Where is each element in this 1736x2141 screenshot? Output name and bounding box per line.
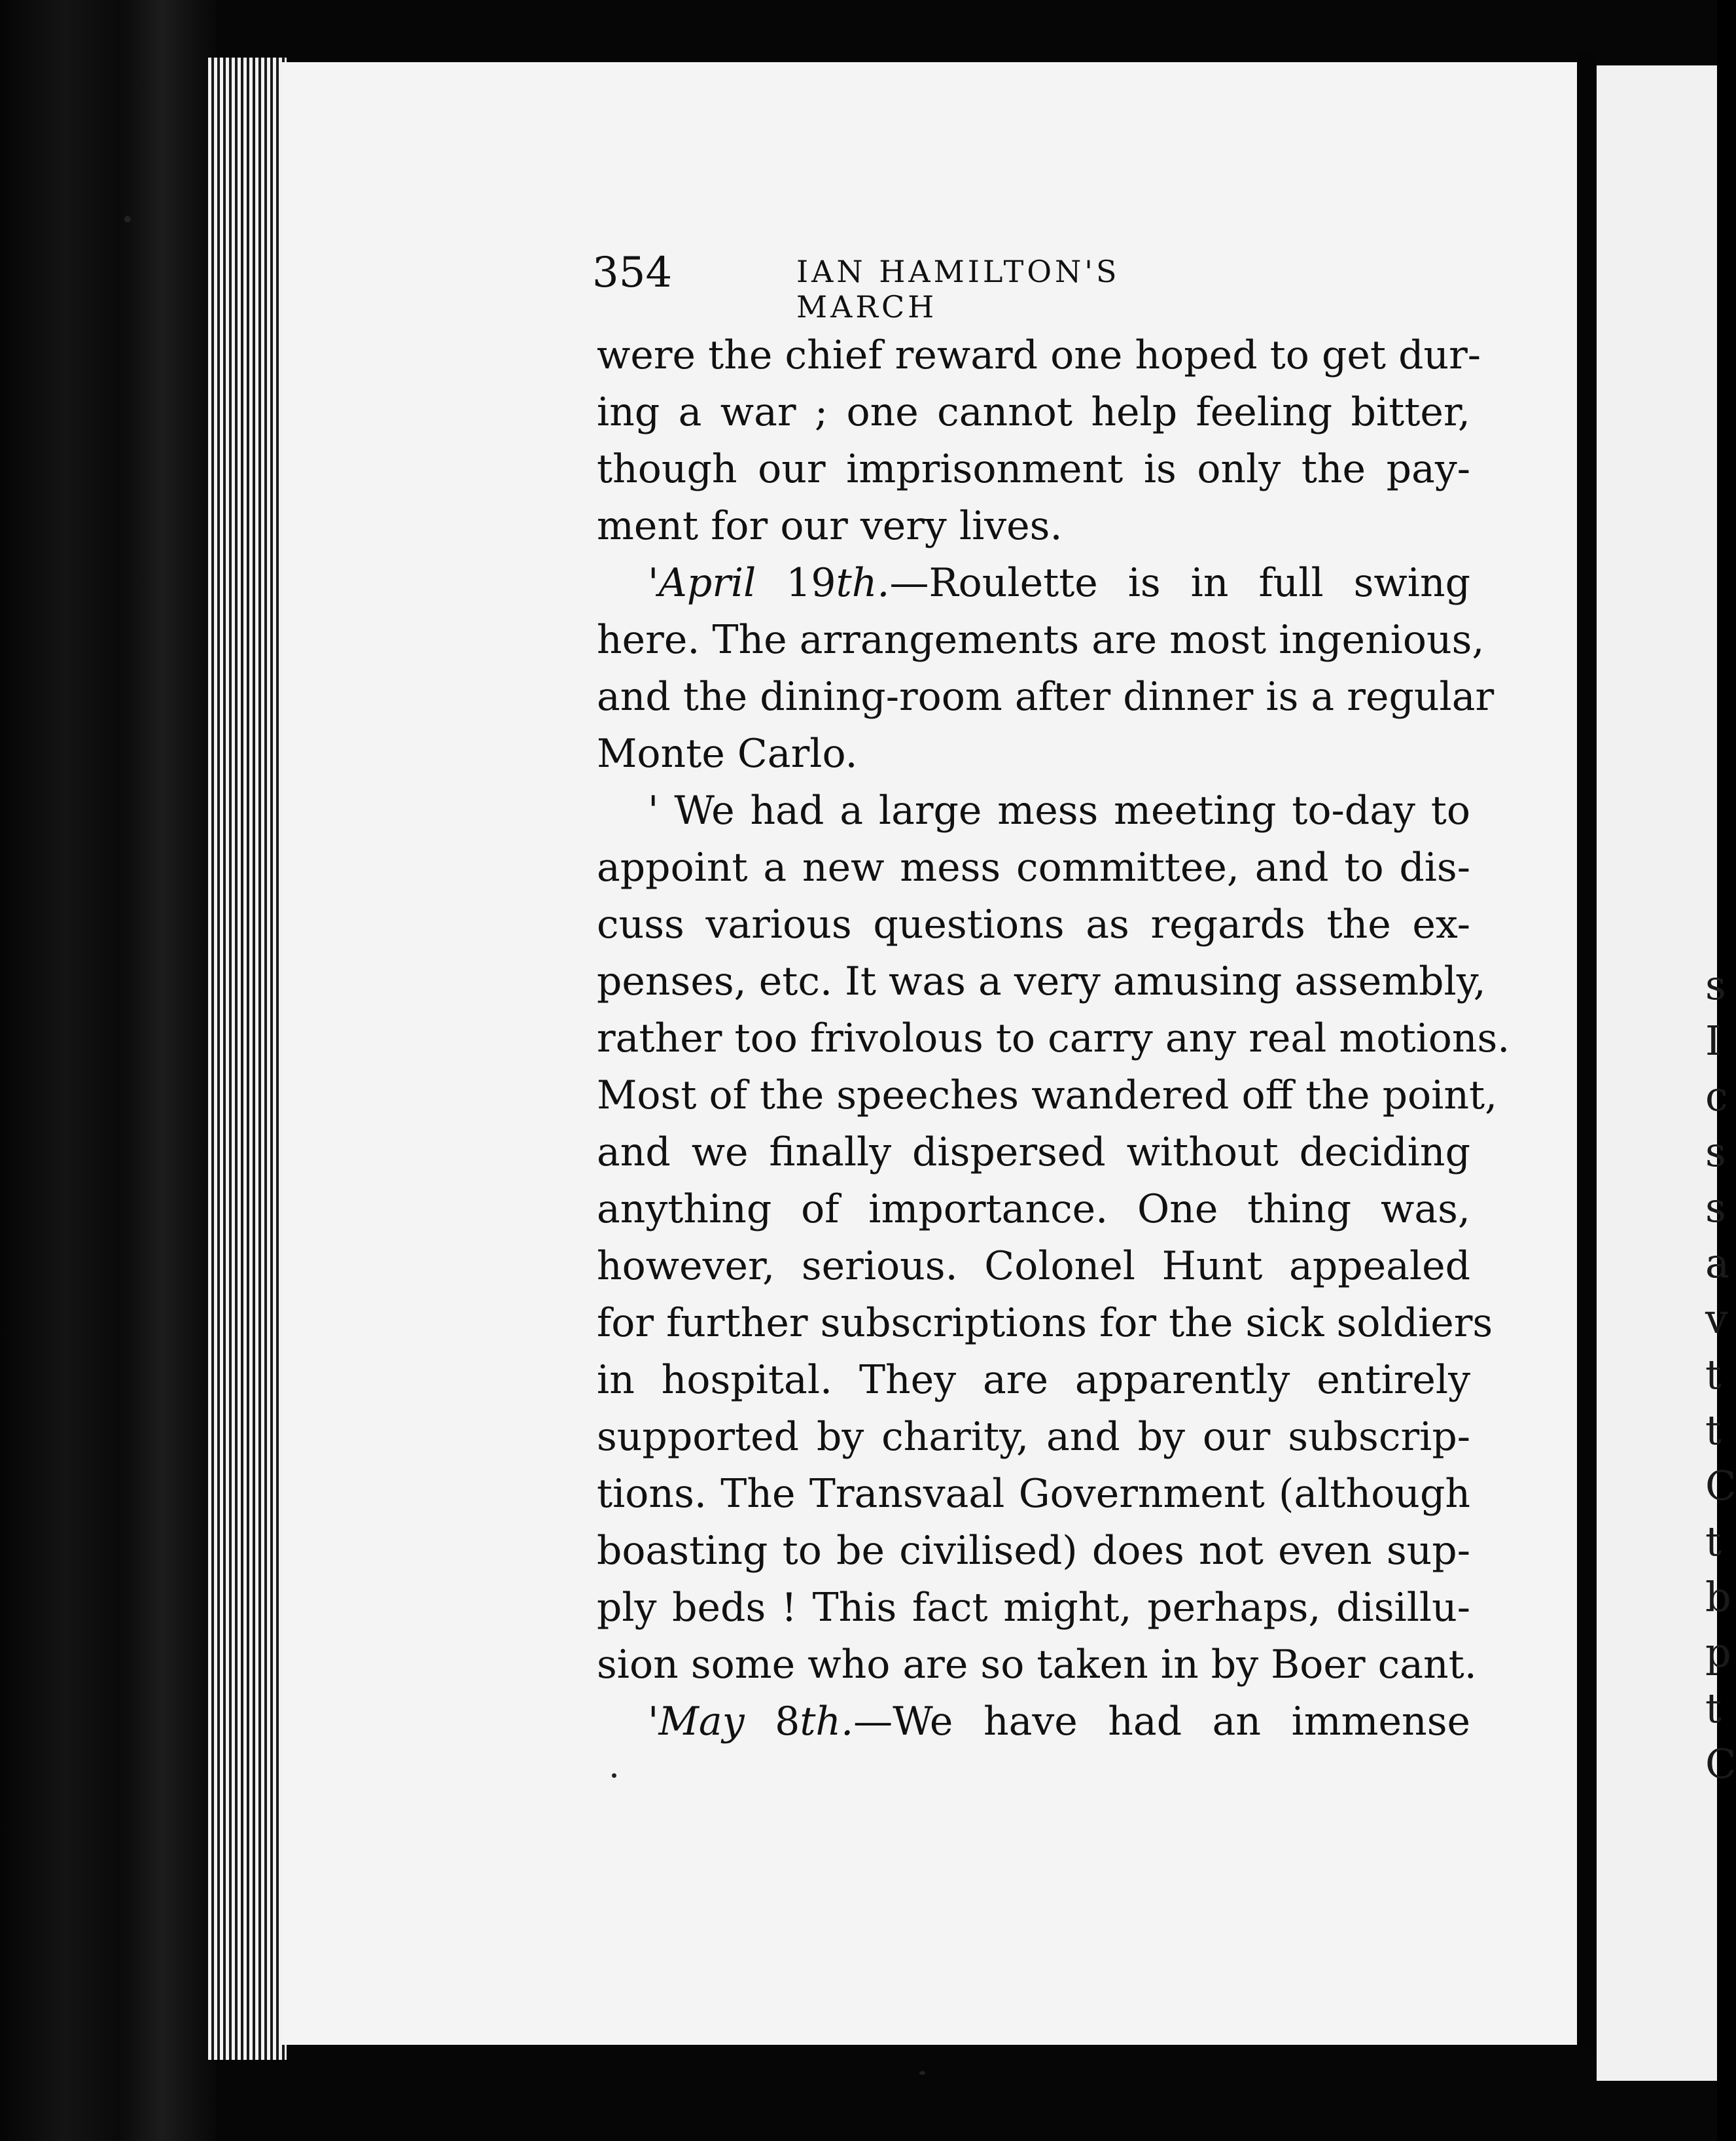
text-line: tions. The Transvaal Government (although	[597, 1471, 1470, 1517]
facing-page-fragment: s	[1705, 961, 1726, 1009]
text-line: boasting to be civilised) does not even sup-	[597, 1528, 1470, 1574]
text-line: were the chief reward one hoped to get dur-	[597, 332, 1481, 378]
text-line: ply beds ! This fact might, perhaps, disillu-	[597, 1585, 1470, 1631]
text-line-dated	[597, 555, 1470, 612]
text-line: supported by charity, and by our subscrip-	[597, 1414, 1470, 1460]
scan-speck	[612, 1773, 616, 1778]
scan-speck	[124, 216, 131, 222]
page-gutter	[1577, 52, 1597, 2055]
page-number: 354	[592, 249, 673, 297]
facing-page-fragment: t	[1705, 1517, 1722, 1565]
facing-page-fragment: I	[1705, 1017, 1722, 1065]
text-line: ' We had a large mess meeting to-day to	[648, 788, 1470, 834]
facing-page-fragment: t	[1705, 1684, 1722, 1732]
facing-page-fragment: t	[1705, 1406, 1722, 1454]
facing-page-fragment: C	[1705, 1740, 1736, 1788]
text-line: Most of the speeches wandered off the point,	[597, 1072, 1498, 1118]
book-spine	[0, 0, 216, 2141]
facing-page	[1597, 65, 1736, 2081]
text-line: appoint a new mess committee, and to dis-	[597, 845, 1470, 891]
page-header	[592, 249, 1247, 325]
text-line: sion some who are so taken in by Boer cant.	[597, 1642, 1477, 1688]
date-suffix: th.	[800, 1699, 854, 1744]
text-line: and we finally dispersed without deciding	[597, 1129, 1470, 1175]
open-quote: '	[648, 1699, 659, 1744]
facing-page-fragment: p	[1705, 1629, 1731, 1676]
text-line: Monte Carlo.	[597, 731, 858, 777]
text-line: penses, etc. It was a very amusing assembly,	[597, 959, 1486, 1004]
text-line: however, serious. Colonel Hunt appealed	[597, 1243, 1470, 1289]
date-number: 19	[756, 560, 836, 606]
text-line-dated	[597, 1693, 1470, 1750]
facing-page-fragment: t	[1705, 1351, 1722, 1398]
text-line: here. The arrangements are most ingenious,	[597, 617, 1485, 663]
line-text: —We have had an immense	[853, 1699, 1470, 1744]
text-line: ment for our very lives.	[597, 503, 1063, 549]
text-line: cuss various questions as regards the ex-	[597, 902, 1470, 947]
text-line: for further subscriptions for the sick soldiers	[597, 1300, 1493, 1346]
text-line: rather too frivolous to carry any real motions.	[597, 1016, 1510, 1061]
facing-page-fragment: c	[1705, 1072, 1728, 1120]
line-text: —Roulette is in full swing	[889, 560, 1471, 606]
facing-page-fragment: s	[1705, 1128, 1726, 1176]
open-quote: '	[648, 560, 659, 606]
facing-page-fragment: b	[1705, 1573, 1731, 1621]
page-edges	[208, 58, 287, 2060]
facing-page-fragment: C	[1705, 1462, 1736, 1510]
facing-page-fragment: s	[1705, 1184, 1726, 1231]
text-line: ing a war ; one cannot help feeling bitter,	[597, 389, 1470, 435]
date-suffix: th.	[836, 560, 890, 606]
facing-page-fragment: v	[1705, 1295, 1729, 1343]
text-line: though our imprisonment is only the pay-	[597, 446, 1470, 492]
text-line: in hospital. They are apparently entirely	[597, 1357, 1470, 1403]
date-month: May	[658, 1699, 745, 1744]
text-line: and the dining-room after dinner is a regular	[597, 674, 1495, 720]
date-month: April	[658, 560, 756, 606]
date-number: 8	[744, 1699, 800, 1744]
facing-page-fragment: a	[1705, 1239, 1729, 1287]
body-text	[597, 327, 1510, 1750]
scan-speck	[919, 2071, 925, 2075]
running-head: IAN HAMILTON'S MARCH	[796, 254, 1120, 325]
text-line: anything of importance. One thing was,	[597, 1186, 1470, 1232]
